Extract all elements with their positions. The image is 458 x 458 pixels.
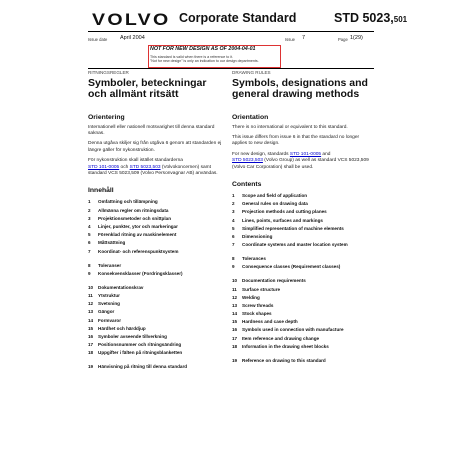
toc-item-number: 6 — [88, 240, 91, 246]
issue-date: April 2004 — [120, 35, 145, 41]
toc-item-en — [232, 264, 382, 278]
toc-item-number: 4 — [232, 217, 235, 223]
toc-item-sv — [88, 326, 238, 334]
link-std-5023-503-en[interactable]: STD 5023,503 — [232, 158, 263, 164]
toc-item-en — [232, 319, 382, 327]
category-label-en: DRAWING RULES — [232, 70, 271, 75]
orientation-p2-en: This issue differs from issue 6 in that the standard no longer applies to new design. — [232, 135, 360, 147]
toc-item-en — [232, 242, 382, 256]
toc-item-number: 19 — [88, 364, 94, 370]
toc-item-number: 6 — [232, 233, 235, 239]
toc-item-title: Surface structure — [242, 286, 281, 292]
toc-item-title: Symboler avseende tillverkning — [98, 333, 167, 339]
orientation-p3-a-en: For new design, standards — [232, 151, 289, 157]
toc-item-title: Consequence classes (Requirement classes) — [242, 264, 341, 270]
toc-item-number: 11 — [232, 286, 237, 292]
toc-item-number: 5 — [88, 232, 91, 238]
toc-item-title: Gängor — [98, 309, 115, 315]
toc-item-sv — [88, 364, 238, 372]
toc-item-title: Projection methods and cutting planes — [242, 209, 327, 215]
toc-item-sv — [88, 318, 238, 326]
toc-list-sv — [88, 199, 238, 372]
toc-item-title: Förenklad ritning av maskinelement — [98, 232, 177, 238]
toc-item-title: Welding — [242, 294, 260, 300]
toc-item-title: Stock shapes — [242, 311, 272, 317]
link-std-101-0005-sv[interactable]: STD 101-0005 — [88, 164, 120, 170]
toc-item-number: 4 — [88, 224, 91, 229]
orientation-p3-b-sv: och — [120, 164, 129, 170]
warning-text — [150, 55, 259, 64]
toc-item-en — [232, 327, 382, 335]
toc-item-number: 12 — [88, 301, 94, 307]
toc-item-title: Svetsning — [98, 301, 120, 307]
toc-item-title: Linjer, punkter, ytor och markeringar — [98, 224, 178, 229]
toc-item-sv — [88, 350, 238, 364]
standard-sub: 501 — [393, 15, 408, 24]
header-rule — [88, 31, 374, 32]
page-label: Page — [338, 37, 348, 42]
toc-item-sv — [88, 293, 238, 301]
toc-item-number: 7 — [88, 248, 91, 254]
toc-item-title: Coordinate systems and master location system — [242, 242, 348, 248]
toc-item-title: Simplified representation of machine elements — [242, 225, 344, 231]
toc-item-en — [232, 278, 382, 286]
toc-item-number: 15 — [232, 319, 238, 325]
toc-item-title: Scope and field of application — [242, 193, 308, 199]
orientation-p3-sv — [88, 158, 228, 177]
toc-item-title: Allmänna regler om ritningsdata — [98, 207, 169, 213]
toc-item-en — [232, 287, 382, 295]
toc-item-title: Dimensioning — [242, 233, 273, 239]
toc-item-en — [232, 358, 382, 366]
toc-item-sv — [88, 309, 238, 317]
toc-item-title: Måttsättning — [98, 240, 126, 246]
contents-heading-en: Contents — [232, 181, 262, 189]
toc-item-sv — [88, 334, 238, 342]
toc-item-title: Positionsnummer och ritningsändring — [98, 342, 182, 348]
toc-item-title: Projektionsmetoder och snittplan — [98, 215, 171, 221]
standard-number — [334, 11, 407, 25]
orientation-p3-en — [232, 152, 372, 171]
toc-item-sv — [88, 240, 238, 248]
toc-list-en — [232, 193, 382, 366]
toc-item-en — [232, 311, 382, 319]
toc-item-sv — [88, 224, 238, 232]
issue-number: 7 — [302, 35, 306, 41]
toc-item-number: 13 — [232, 302, 238, 308]
issue-label: Issue — [285, 37, 296, 42]
toc-item-title: Reference on drawing to this standard — [242, 357, 326, 363]
toc-item-number: 9 — [88, 270, 91, 276]
toc-item-number: 9 — [232, 264, 235, 270]
toc-item-number: 18 — [88, 350, 94, 356]
toc-item-number: 10 — [232, 278, 238, 284]
toc-item-number: 3 — [88, 215, 91, 221]
toc-item-title: Item reference and drawing change — [242, 335, 320, 341]
toc-item-en — [232, 226, 382, 234]
toc-item-number: 1 — [232, 193, 235, 199]
toc-item-number: 5 — [232, 225, 235, 231]
toc-item-title: Koordinat- och referenspunktsystem — [98, 248, 179, 254]
toc-item-title: Toleranser — [98, 262, 122, 268]
toc-item-en — [232, 295, 382, 303]
page-number: 1(29) — [350, 35, 363, 41]
section-rule — [88, 68, 374, 69]
toc-item-sv — [88, 285, 238, 293]
orientation-p1-sv: Internationell eller nationell motsvarighet till denna standard saknas. — [88, 124, 215, 136]
toc-item-number: 16 — [232, 327, 238, 333]
toc-item-en — [232, 193, 382, 201]
toc-item-number: 7 — [232, 242, 235, 248]
issue-date-label: Issue date — [88, 37, 108, 42]
toc-item-title: Screw threads — [242, 302, 274, 308]
volvo-logo: VOLVO — [92, 10, 171, 29]
toc-item-number: 19 — [232, 357, 238, 363]
toc-item-number: 16 — [88, 333, 94, 339]
toc-item-en — [232, 234, 382, 242]
toc-item-number: 1 — [88, 199, 91, 205]
toc-item-number: 17 — [232, 335, 238, 341]
toc-item-title: Dokumentationskrav — [98, 284, 144, 290]
toc-item-en — [232, 218, 382, 226]
toc-item-en — [232, 303, 382, 311]
toc-item-number: 8 — [88, 262, 91, 268]
warning-line-2: "Not for new design" is only an indication to our design departments. — [150, 59, 259, 64]
toc-item-en — [232, 256, 382, 264]
toc-item-number: 14 — [232, 311, 238, 317]
title-en: Symbols, designations and general drawing methods — [232, 77, 368, 100]
toc-item-number: 13 — [88, 309, 94, 315]
warning-line-1: This standard is valid when there is a reference to it. — [150, 55, 234, 59]
toc-item-number: 14 — [88, 317, 94, 323]
orientation-p3-a-sv: För nykonstruktion skall istället standarderna — [88, 158, 183, 164]
toc-item-title: Tolerances — [242, 256, 266, 262]
toc-item-en — [232, 344, 382, 358]
toc-item-title: General rules on drawing data — [242, 201, 308, 207]
toc-item-title: Omfattning och tillämpning — [98, 199, 158, 205]
toc-item-number: 8 — [232, 256, 235, 262]
toc-item-number: 12 — [232, 294, 238, 300]
toc-item-number: 2 — [232, 201, 235, 207]
contents-heading-sv: Innehåll — [88, 187, 114, 195]
category-label-sv: RITNINGSREGLER — [88, 70, 129, 75]
toc-item-title: Konsekvensklasser (Fordringsklasser) — [98, 270, 183, 276]
orientation-p3-b-en: and — [322, 151, 331, 157]
toc-item-number: 10 — [88, 284, 94, 290]
toc-item-number: 17 — [88, 342, 94, 348]
orientation-heading-sv: Orientering — [88, 113, 125, 121]
toc-item-title: Hardness and case depth — [242, 319, 298, 325]
header-title: Corporate Standard — [179, 11, 297, 25]
toc-item-title: Hänvisning på ritning till denna standard — [98, 364, 188, 370]
toc-item-sv — [88, 249, 238, 263]
link-std-101-0005-en[interactable]: STD 101-0005 — [289, 151, 322, 157]
toc-item-number: 15 — [88, 325, 94, 331]
toc-item-title: Ytstruktur — [98, 292, 120, 298]
toc-item-title: Uppgifter i fälten på ritningsblanketten — [98, 350, 183, 356]
toc-item-sv — [88, 263, 238, 271]
toc-item-title: Lines, points, surfaces and markings — [242, 217, 323, 223]
orientation-p1-en: There is no international or equivalent to this standard. — [232, 124, 348, 130]
toc-item-number: 2 — [88, 207, 91, 213]
toc-item-en — [232, 201, 382, 209]
toc-item-en — [232, 209, 382, 217]
toc-item-number: 11 — [88, 292, 93, 298]
toc-item-title: Documentation requirements — [242, 278, 306, 284]
toc-item-sv — [88, 301, 238, 309]
warning-title: NOT FOR NEW DESIGN AS OF 2004-04-01 — [150, 46, 256, 52]
toc-item-sv — [88, 216, 238, 224]
orientation-p2-sv: Denna utgåva skiljer sig från utgåva 6 genom att standarden ej längre gäller för nykonstruktion. — [88, 141, 222, 153]
toc-item-title: Information in the drawing sheet blocks — [242, 343, 329, 349]
title-sv: Symboler, beteckningar och allmänt ritsätt — [88, 77, 207, 100]
toc-item-number: 3 — [232, 209, 235, 215]
english-column — [232, 70, 382, 366]
toc-item-sv — [88, 208, 238, 216]
swedish-column — [88, 70, 238, 372]
toc-item-en — [232, 336, 382, 344]
link-std-5023-503-sv[interactable]: STD 5023,503 — [129, 164, 161, 170]
toc-item-sv — [88, 271, 238, 285]
toc-item-title: Symbols used in connection with manufacture — [242, 327, 344, 333]
toc-item-title: Härdhet och härddjup — [98, 325, 146, 331]
toc-item-sv — [88, 199, 238, 207]
orientation-p3-c-sv: (Volvokoncernen) samt standard VCS 5023,509 (Volvo Personvagnar AB) användas. — [88, 164, 218, 177]
toc-item-title: Formvaror — [98, 317, 121, 323]
orientation-heading-en: Orientation — [232, 113, 269, 121]
standard-main: STD 5023, — [334, 11, 394, 25]
toc-item-number: 18 — [232, 343, 238, 349]
orientation-p3-c-en: (Volvo Group) as well as standard VCS 5023,509 (Volvo Car Corporation) shall be used. — [232, 158, 369, 170]
